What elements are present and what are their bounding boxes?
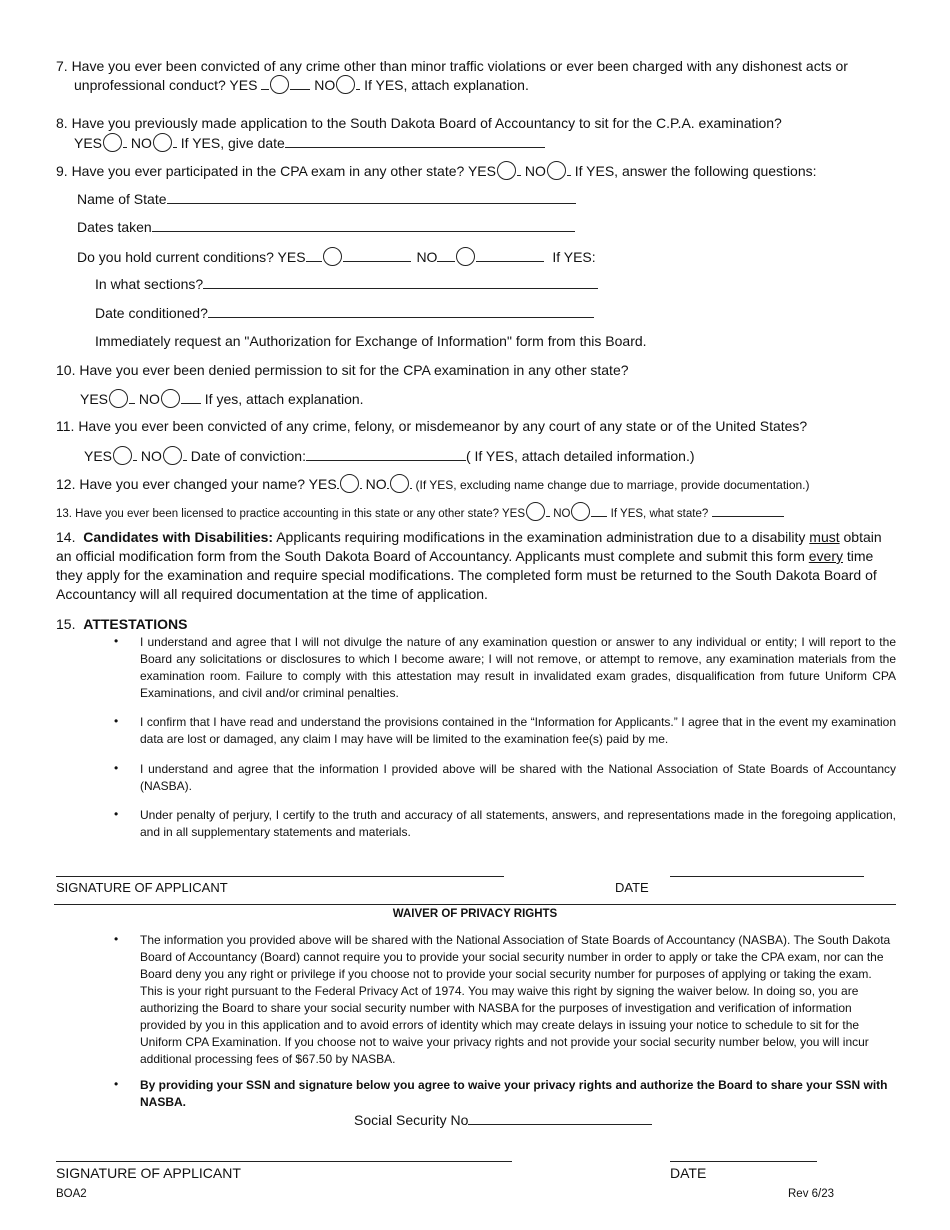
q8-yes-radio[interactable] (103, 133, 122, 152)
ssn-row: Social Security No (354, 1111, 652, 1129)
attestation-bullet: • Under penalty of perjury, I certify to the truth and accuracy of all statements, answers, and representations made in the foregoing application, and in all supplementary statements and materials. (114, 807, 896, 839)
q9-state-field[interactable] (167, 190, 576, 204)
q12-yes-radio[interactable] (340, 474, 359, 493)
q9-state-row: Name of State (77, 190, 576, 208)
ssn-field[interactable] (468, 1111, 652, 1125)
q7-yes-label: unprofessional conduct? YES (74, 77, 258, 93)
q9-no-radio[interactable] (547, 161, 566, 180)
q11-yes-radio[interactable] (113, 446, 132, 465)
q9-conditions-tail: If YES: (552, 249, 596, 265)
waiver-bullet: • The information you provided above will be shared with the National Association of State Boards of Accountancy (NASBA). The South Dakota Board of Accountancy (Board) cannot require you to provide your social security number in order to apply or take the CPA exam, nor can the Board deny you any right or privilege if you choose not to provide your social security number for purposes of applying or taking the exam. This is your right pursuant to the Federal Privacy Act of 1974. You may waive this right by signing the waiver below. In doing so, you are authorizing the Board to share your social security number with NASBA for the purposes of investigation and verification of information provided by you in this application and to avoid errors of identity which may create delays in issuing your notice to schedule to sit for the Uniform CPA Examination. If you choose not to waive your privacy rights and not provide your social security number below, you will incur additional processing fees of $67.50 by NASBA. (114, 932, 891, 1066)
q7-line2 (74, 75, 529, 94)
q10-no-label: NO (138, 391, 160, 407)
q11-date-field[interactable] (306, 447, 466, 461)
q9-conditioned-row: Date conditioned? (95, 304, 594, 322)
q12-no-radio[interactable] (390, 474, 409, 493)
signature2-label: SIGNATURE OF APPLICANT (56, 1165, 241, 1181)
waiver-title: WAIVER OF PRIVACY RIGHTS (392, 908, 558, 920)
q10-line2: YES NO If yes, attach explanation. (80, 391, 364, 407)
signature1-label: SIGNATURE OF APPLICANT (56, 880, 228, 895)
form-id: BOA2 (56, 1188, 87, 1200)
q7-line1: 7. Have you ever been convicted of any crime other than minor traffic violations or ever been charged with any dishonest acts or (56, 58, 848, 74)
q9-conditions-no-label: NO (416, 249, 438, 265)
attestation-bullet: • I understand and agree that the information I provided above will be shared with the National Association of State Boards of Accountancy (NASBA). (114, 761, 896, 793)
revision-label: Rev 6/23 (788, 1188, 835, 1200)
q11-no-radio[interactable] (163, 446, 182, 465)
q10-tail: If yes, attach explanation. (204, 391, 364, 407)
q9-line1: 9. Have you ever participated in the CPA exam in any other state? YES NO If YES, answer the following questions: (56, 163, 817, 179)
q11-date-label: Date of conviction: (190, 448, 306, 464)
q7-no-radio[interactable] (336, 75, 355, 94)
signature1-line[interactable] (56, 876, 504, 877)
q9-dates-field[interactable] (152, 218, 575, 232)
q9-conditioned-field[interactable] (208, 304, 594, 318)
date2-line[interactable] (670, 1161, 817, 1162)
q9-instruction: Immediately request an "Authorization for Exchange of Information" form from this Board. (95, 333, 647, 349)
attestation-bullet: • I understand and agree that I will not divulge the nature of any examination question or answer to any individual or entity; I will report to the Board any solicitations or disclosures to which I become aware; I will not remove, or attempt to remove, any examination materials from the examination room. Failure to comply with this attestation may result in invalidated exam grades, disqualification from future Uniform CPA Examinations, and civil and/or criminal penalties. (114, 634, 896, 700)
q8-date-field[interactable] (285, 134, 545, 148)
q9-sections-row: In what sections? (95, 275, 598, 293)
q13-line1: 13. Have you ever been licensed to practice accounting in this state or any other state? YES NO If YES, what state? (56, 502, 784, 523)
q9-tail: If YES, answer the following questions: (574, 163, 817, 179)
q10-yes-radio[interactable] (109, 389, 128, 408)
q9-conditions-yes-radio[interactable] (323, 247, 342, 266)
q10-no-radio[interactable] (161, 389, 180, 408)
q10-line1: 10. Have you ever been denied permission to sit for the CPA examination in any other state? (56, 362, 629, 378)
q8-line1: 8. Have you previously made application to the South Dakota Board of Accountancy to sit for the C.P.A. examination? (56, 115, 782, 131)
q13-tail: If YES, what state? (610, 508, 709, 520)
q9-sections-field[interactable] (203, 275, 598, 289)
waiver-divider (54, 904, 896, 905)
q8-tail: If YES, give date (180, 135, 285, 151)
q9-no-label: NO (524, 163, 546, 179)
q11-line1: 11. Have you ever been convicted of any crime, felony, or misdemeanor by any court of any state or of the United States? (56, 418, 808, 434)
q9-conditions-no-radio[interactable] (456, 247, 475, 266)
q8-no-radio[interactable] (153, 133, 172, 152)
q14-heading: Candidates with Disabilities: (83, 529, 274, 545)
q13-no-radio[interactable] (571, 502, 590, 521)
signature2-line[interactable] (56, 1161, 512, 1162)
q12-line1: 12. Have you ever changed your name? YES NO (If YES, excluding name change due to marriage, provide documentation.) (56, 476, 810, 492)
q15-heading-row: 15. ATTESTATIONS (56, 616, 188, 632)
date1-line[interactable] (670, 876, 864, 877)
q9-yes-radio[interactable] (497, 161, 516, 180)
date2-label: DATE (670, 1165, 707, 1181)
q9-dates-row: Dates taken (77, 218, 575, 236)
waiver-consent-bullet: • By providing your SSN and signature below you agree to waive your privacy rights and authorize the Board to share your SSN with NASBA. (114, 1077, 888, 1109)
q12-no-label: NO (365, 476, 387, 492)
q13-no-label: NO (553, 508, 571, 520)
attestation-bullet: • I confirm that I have read and understand the provisions contained in the “Information for Applicants.” I agree that in the event my examination data are lost or damaged, any claim I may have will be limited to the examination fee(s) paid by me. (114, 714, 896, 746)
q13-state-field[interactable] (712, 503, 784, 517)
q7-tail: If YES, attach explanation. (364, 77, 529, 93)
q11-tail: ( If YES, attach detailed information.) (465, 448, 695, 464)
q11-line2: YES NO Date of conviction: ( If YES, attach detailed information.) (84, 448, 695, 464)
q8-line2 (74, 133, 545, 152)
date1-label: DATE (615, 880, 649, 895)
q8-yes-label: YES (74, 135, 103, 151)
q9-conditions-row: Do you hold current conditions? YES NO If YES: (77, 249, 596, 265)
q7-yes-radio[interactable] (270, 75, 289, 94)
q11-no-label: NO (140, 448, 162, 464)
attestations-heading: ATTESTATIONS (83, 616, 188, 632)
q8-no-label: NO (130, 135, 152, 151)
q14-paragraph: 14. Candidates with Disabilities: Applicants requiring modifications in the examination administration due to a disability must obtain an official modification form from the South Dakota Board of Accountancy. Applicants must complete and submit this form every time they apply for the examination and require special modifications. The completed form must be returned to the South Dakota Board of Accountancy will all required documentation at the time of application. (56, 529, 882, 602)
q7-no-label: NO (314, 77, 336, 93)
q12-tail: (If YES, excluding name change due to marriage, provide documentation.) (415, 478, 810, 492)
q13-yes-radio[interactable] (526, 502, 545, 521)
